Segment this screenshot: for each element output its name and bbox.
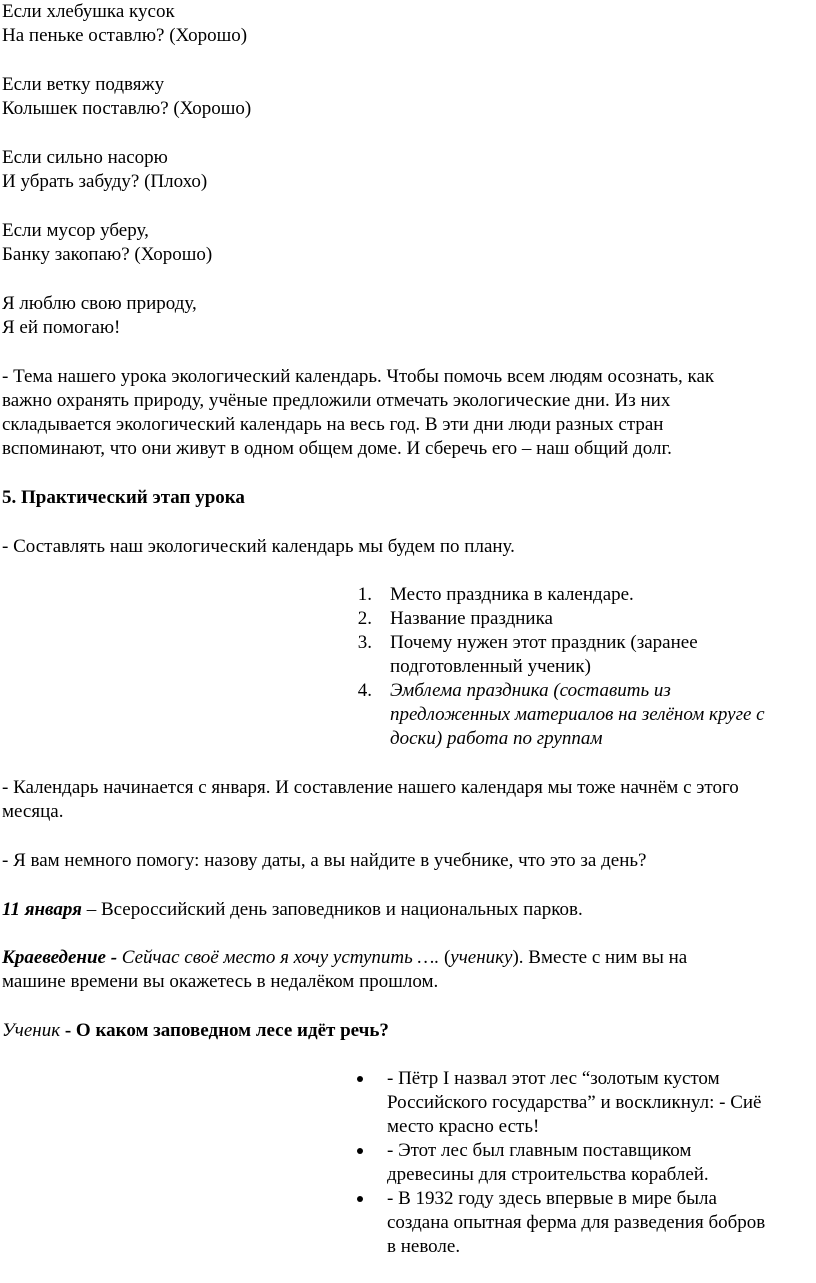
list-item-text: древесины для строительства кораблей.: [387, 1164, 709, 1185]
list-item-text: предложенных материалов на зелёном круге с: [390, 704, 765, 725]
list-item-text: Название праздника: [390, 608, 553, 629]
poem-line: На пеньке оставлю? (Хорошо): [2, 25, 248, 46]
paragraph-line: - Тема нашего урока экологический календарь. Чтобы помочь всем людям осознать, как: [2, 366, 715, 387]
list-number: 4.: [357, 680, 372, 701]
list-item-text: - Пётр I назвал этот лес “золотым кустом: [387, 1068, 720, 1089]
bullet-icon: [355, 1067, 367, 1091]
list-item-text: доски) работа по группам: [390, 728, 603, 749]
poem-line: Я ей помогаю!: [2, 317, 121, 338]
bullet-icon: [355, 1139, 367, 1163]
poem-line: Я люблю свою природу,: [2, 293, 197, 314]
list-number: 2.: [357, 608, 372, 629]
poem-line: Если хлебушка кусок: [2, 1, 175, 22]
poem-line: Колышек поставлю? (Хорошо): [2, 98, 252, 119]
kraeved-label: Краеведение -: [2, 947, 118, 968]
list-item-text: Российского государства” и воскликнул: - Сиё: [387, 1092, 762, 1113]
student-label: Ученик: [2, 1020, 61, 1041]
kraeved-line: [2, 946, 687, 970]
paragraph-line: важно охранять природу, учёные предложили отмечать экологические дни. Из них: [2, 390, 671, 411]
kraeved-paren: (: [439, 947, 451, 968]
paragraph-line: вспоминают, что они живут в одном общем доме. И сберечь его – наш общий долг.: [2, 438, 672, 459]
date-description: – Всероссийский день заповедников и национальных парков.: [81, 899, 583, 920]
kraeved-rest: ). Вместе с ним вы на: [512, 947, 688, 968]
help-line: - Я вам немного помогу: назову даты, а вы найдите в учебнике, что это за день?: [2, 850, 647, 871]
list-item-text: Эмблема праздника (составить из: [390, 680, 671, 701]
student-question: - О каком заповедном лесе идёт речь?: [60, 1020, 389, 1041]
poem-line: Если ветку подвяжу: [2, 74, 165, 95]
list-item-text: создана опытная ферма для разведения бобров: [387, 1212, 766, 1233]
poem-line: Банку закопаю? (Хорошо): [2, 244, 213, 265]
paragraph-line: - Календарь начинается с января. И составление нашего календаря мы тоже начнём с этого: [2, 777, 739, 798]
kraeved-italic-text: Сейчас своё место я хочу уступить ….: [117, 947, 440, 968]
kraeved-line-2: машине времени вы окажетесь в недалёком прошлом.: [2, 971, 439, 992]
list-item-text: - В 1932 году здесь впервые в мире была: [387, 1188, 717, 1209]
list-number: 1.: [357, 584, 372, 605]
poem-line: И убрать забуду? (Плохо): [2, 171, 208, 192]
paragraph-line: складывается экологический календарь на весь год. В эти дни люди разных стран: [2, 414, 664, 435]
bullet-icon: [355, 1187, 367, 1211]
date-label: 11 января: [2, 899, 82, 920]
list-item-text: - Этот лес был главным поставщиком: [387, 1140, 692, 1161]
poem-line: Если мусор уберу,: [2, 220, 149, 241]
list-item-text: Место праздника в календаре.: [390, 584, 634, 605]
kraeved-student: ученику: [450, 947, 513, 968]
list-number: 3.: [357, 632, 372, 653]
list-item-text: подготовленный ученик): [390, 656, 591, 677]
poem-line: Если сильно насорю: [2, 147, 168, 168]
jan11-line: [2, 898, 583, 922]
student-question-line: [2, 1019, 389, 1043]
paragraph-line: месяца.: [2, 801, 64, 822]
section-heading: 5. Практический этап урока: [2, 487, 245, 508]
list-item-text: Почему нужен этот праздник (заранее: [390, 632, 698, 653]
plan-intro: - Составлять наш экологический календарь мы будем по плану.: [2, 536, 515, 557]
list-item-text: в неволе.: [387, 1236, 461, 1257]
list-item-text: место красно есть!: [387, 1116, 540, 1137]
